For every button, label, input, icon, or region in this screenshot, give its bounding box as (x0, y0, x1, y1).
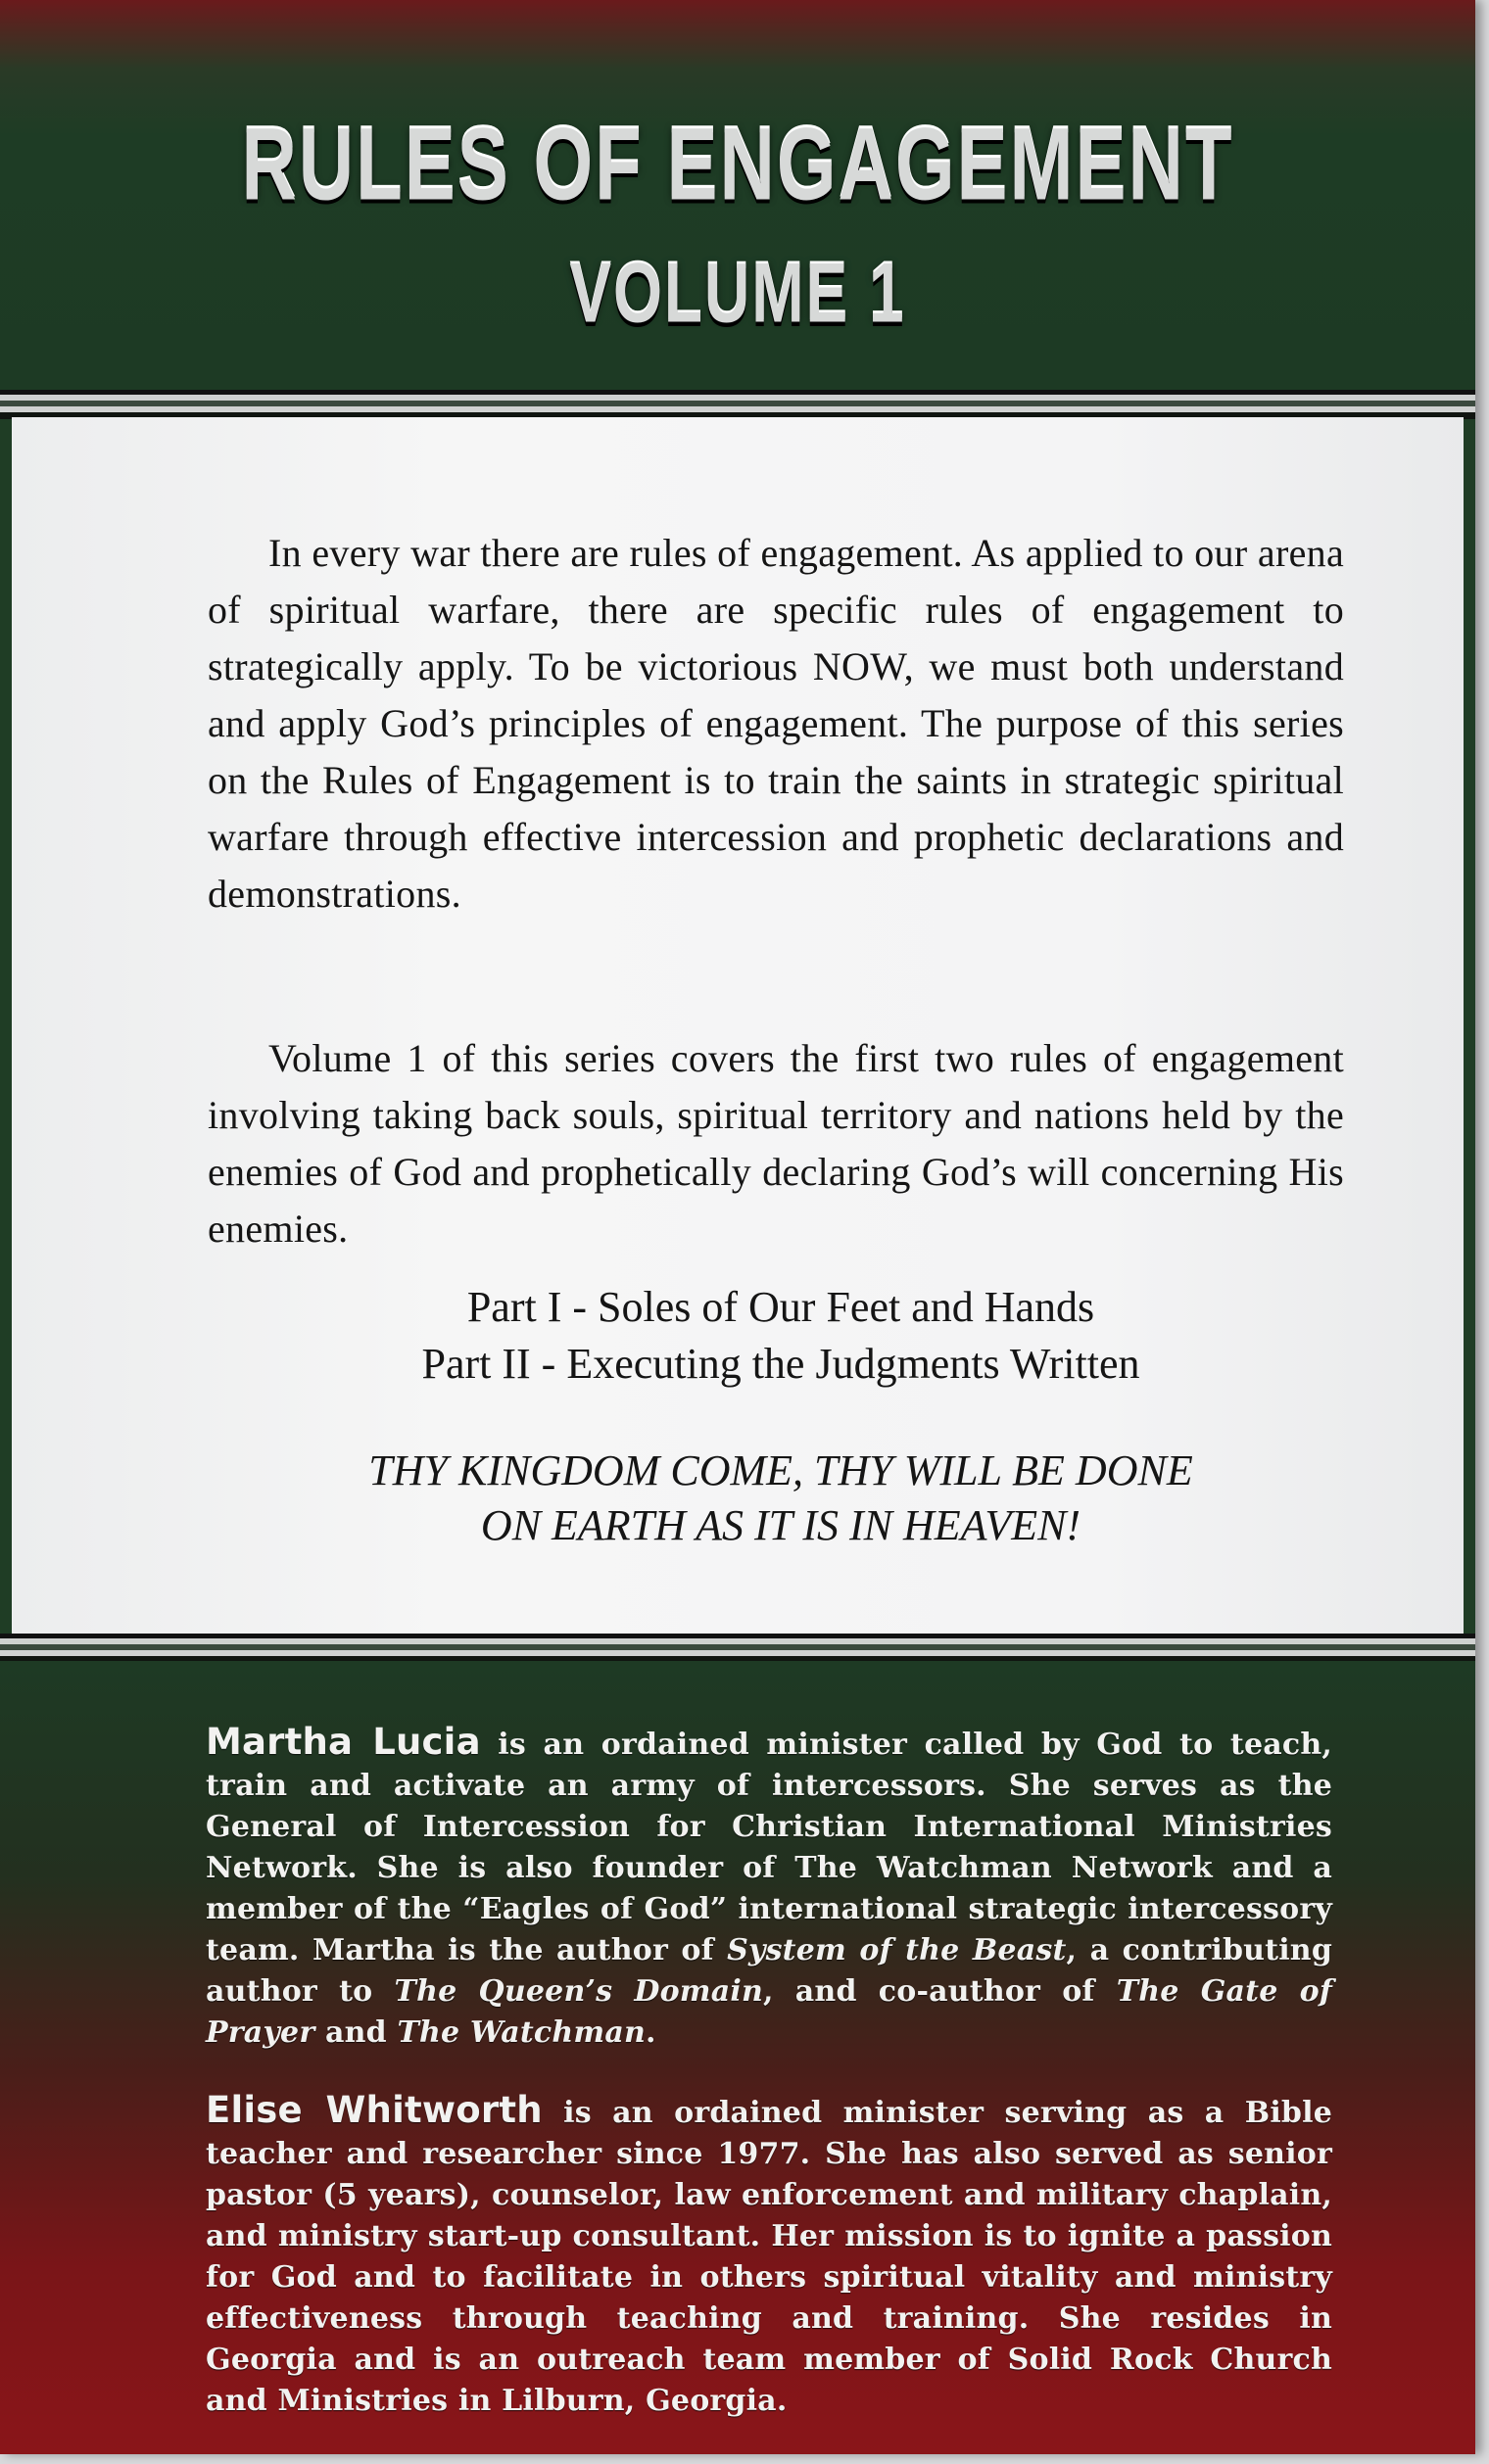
part-2: Part II - Executing the Judgments Written (421, 1340, 1140, 1388)
book-title: RULES OF ENGAGEMENT (241, 105, 1234, 222)
motto (168, 1444, 1393, 1553)
bio-text: is an ordained minister serving as a Bible teacher and researcher since 1977. She has also served as senior pastor (5 years), counselor, law enforcement and military chaplain, and ministry start-up consultant. Her mission is to ignite a passion for God and to facilitate in others spiritual vitality and ministry effectiveness through teaching and training. She resides in Georgia and is an outreach team member of Solid Rock Church and Ministries in Lilburn, Georgia. (206, 2096, 1332, 2418)
book-title-italic: The Queen’s Domain (394, 1974, 763, 2009)
book-title-italic: System of the Beast (727, 1933, 1067, 1967)
author-bio-band (0, 1661, 1475, 2454)
author-bio-martha (206, 1722, 1332, 2054)
volume-label: VOLUME 1 (569, 245, 906, 341)
bio-text: , a contributing author to (206, 1933, 1332, 2009)
bio-text: . (645, 2015, 656, 2050)
book-title-italic: The Gate of Prayer (206, 1974, 1332, 2050)
parts-list (168, 1279, 1393, 1393)
part-1: Part I - Soles of Our Feet and Hands (466, 1283, 1095, 1331)
title-band (0, 0, 1475, 392)
author-name: Martha Lucia (206, 1721, 481, 1763)
bio-text: is an ordained minister called by God to teach, train and activate an army of intercessors. She serves as the General of Intercession for Christian International Ministries Network. She is also founder of The Watchman Network and a member of the “Eagles of God” international strategic intercessory team. Martha is the author of (206, 1728, 1332, 1967)
motto-line-1: THY KINGDOM COME, THY WILL BE DONE (368, 1446, 1193, 1494)
bio-text: and (314, 2015, 398, 2050)
description-paragraph-2: Volume 1 of this series covers the first two rules of engagement involving taking back souls, spiritual territory and nations held by the enemies of God and prophetically declaring God’s will concerning His enemies. (208, 1036, 1344, 1251)
author-bio-elise (206, 2090, 1332, 2422)
book-title-italic: The Watchman (397, 2015, 646, 2050)
bio-text: , and co-author of (762, 1974, 1117, 2009)
author-name: Elise Whitworth (206, 2089, 543, 2131)
description-paragraph-1: In every war there are rules of engagement. As applied to our arena of spiritual warfare, there are specific rules of engagement to strategically apply. To be victorious NOW, we must both understand and apply God’s principles of engagement. The purpose of this series on the Rules of Engagement is to train the saints in strategic spiritual warfare through effective intercession and prophetic declarations and demonstrations. (208, 531, 1344, 916)
motto-line-2: ON EARTH AS IT IS IN HEAVEN! (480, 1501, 1081, 1549)
divider-bottom (0, 1634, 1475, 1663)
divider-top (0, 390, 1475, 419)
description-panel (12, 417, 1464, 1635)
